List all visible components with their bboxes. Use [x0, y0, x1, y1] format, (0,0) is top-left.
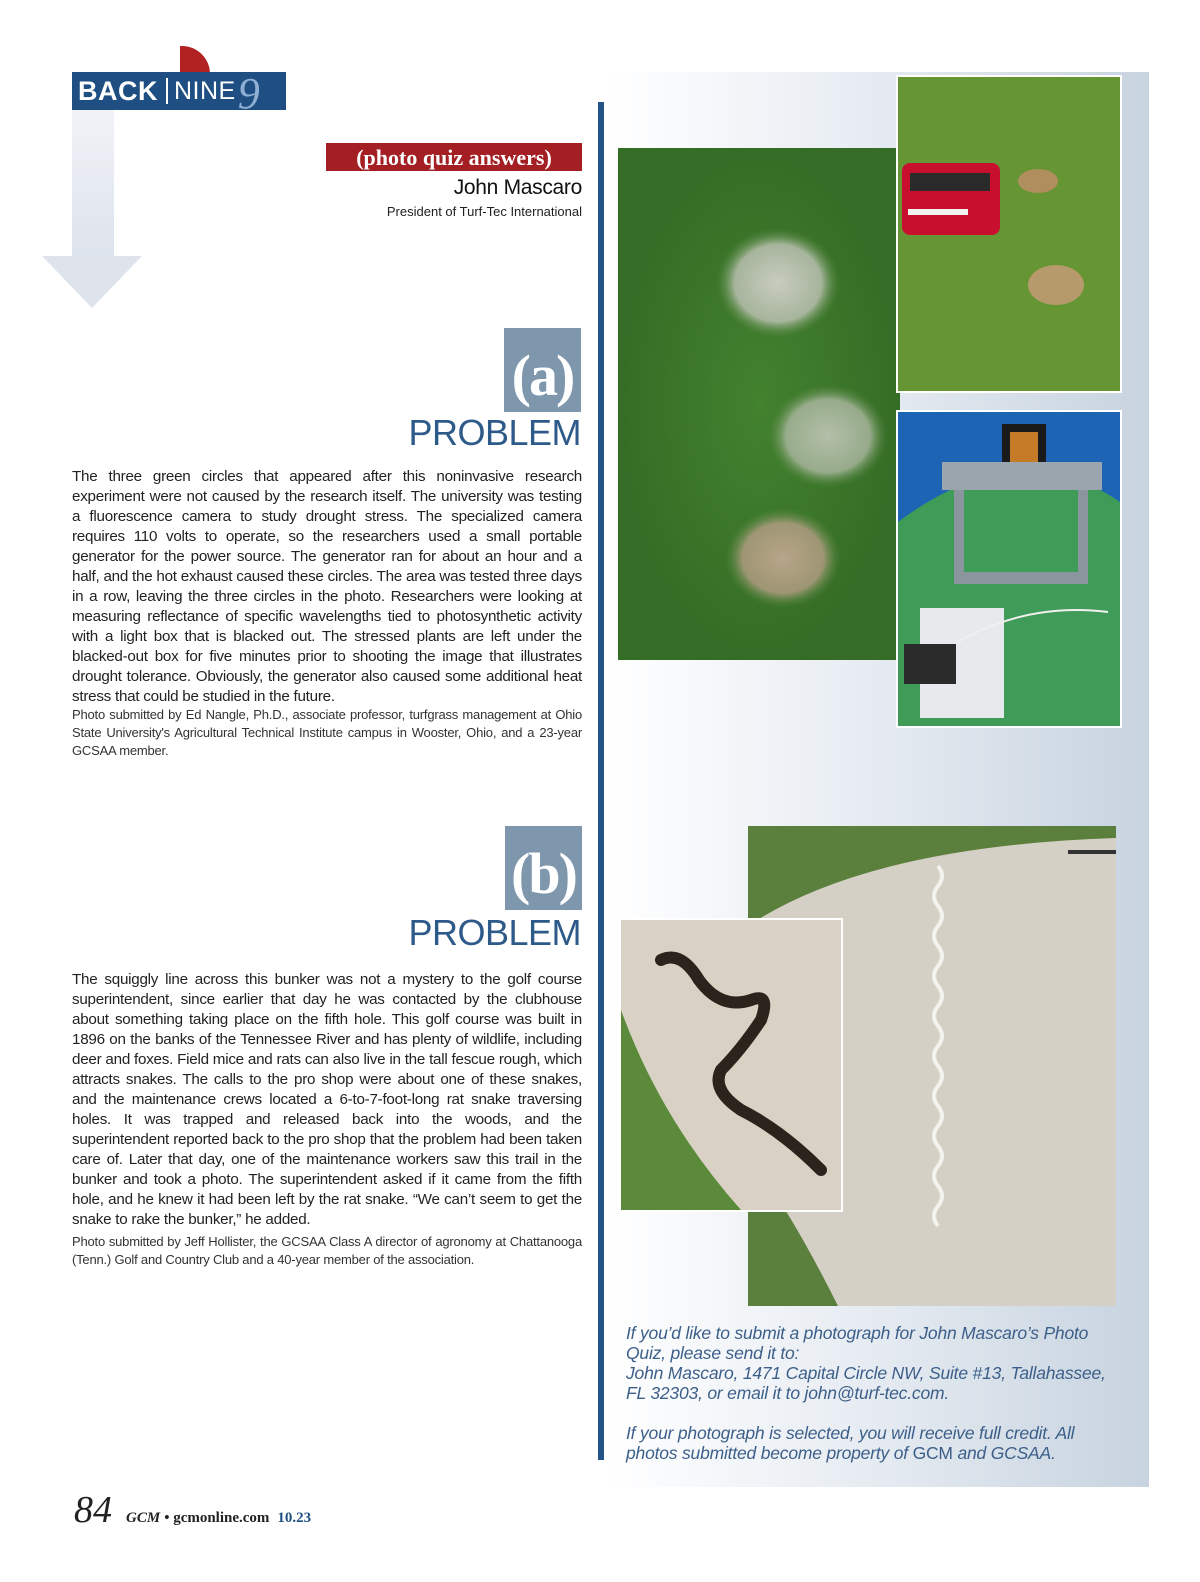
- logo-numeral: 9: [237, 72, 260, 110]
- photo-submission-info: [626, 1323, 1126, 1463]
- submission-line-credit: [626, 1423, 1126, 1463]
- author-name: John Mascaro: [453, 176, 582, 199]
- logo-nine-text: NINE: [174, 76, 236, 105]
- submission-credit-gcm: GCM: [912, 1443, 953, 1463]
- footer-issue-date: 10.23: [277, 1510, 312, 1526]
- footer-site: • gcmonline.com: [164, 1510, 270, 1526]
- submission-credit-tail: and GCSAA.: [952, 1443, 1056, 1463]
- submission-credit-text: If your photograph is selected, you will receive full credit. All photos submitted become property of: [626, 1423, 1075, 1463]
- submission-line-address: John Mascaro, 1471 Capital Circle NW, Suite #13, Tallahassee, FL 32303, or email it to john@turf-tec.com.: [626, 1363, 1106, 1403]
- submission-line-request: If you’d like to submit a photograph for John Mascaro’s Photo Quiz, please send it to:: [626, 1323, 1089, 1363]
- footer-publication: GCM: [126, 1510, 161, 1526]
- logo-divider: [166, 78, 168, 104]
- problem-b-body: The squiggly line across this bunker was not a mystery to the golf course superintendent, since earlier that day he was contacted by the clubhouse about something taking place on the fifth hole. This golf course was built in 1896 on the banks of the Tennessee River and has plenty of wildlife, including deer and foxes. Field mice and rats can also live in the tall fescue rough, which attracts snakes. The calls to the pro shop were about one of these snakes, and the maintenance crews located a 6-to-7-foot-long rat snake traversing holes. It was trapped and released back into the woods, and the superintendent reported back to the pro shop that the problem had been taken care of. Later that day, one of the maintenance workers saw this trail in the bunker and took a photo. The superintendent asked if it came from the fifth hole, and he knew it had been left by the rat snake. “We can’t seem to get the snake to rake the bunker,” he added.: [72, 971, 582, 1228]
- problem-b-heading: PROBLEM: [408, 912, 581, 953]
- turf-circles-photo: [618, 148, 900, 660]
- page-number: 84: [74, 1489, 112, 1531]
- back-nine-logo: [72, 72, 286, 110]
- camera-cart-photo: [896, 410, 1122, 728]
- logo-tab-accent: [180, 46, 210, 74]
- problem-a-body: The three green circles that appeared after this noninvasive research experiment were not caused by the research itself. The university was testing a fluorescence camera to study drought stress. The specialized camera requires 110 volts to operate, so the researchers used a small portable generator for the power source. The generator ran for about an hour and a half, and the hot exhaust caused these circles. The area was tested three days in a row, leaving the three circles in the photo. Researchers were looking at measuring reflectance of specific wavelengths tied to photosynthetic activity with a light box that is blacked out. The stressed plants are left under the blacked-out box for five minutes prior to shooting the image that illustrates drought tolerance. Obviously, the generator also caused some additional heat stress that could be studied in the future.: [72, 468, 582, 705]
- photo-quiz-answers-tag: (photo quiz answers): [326, 143, 582, 171]
- column-divider-bar: [598, 102, 604, 1460]
- problem-b-letter: (b): [505, 826, 582, 910]
- problem-a-heading: PROBLEM: [408, 412, 581, 453]
- arrow-down-decoration: [72, 110, 114, 260]
- problem-a-photo-credit: Photo submitted by Ed Nangle, Ph.D., associate professor, turfgrass management at Ohio State University's Agricultural Technical Institute campus in Wooster, Ohio, and a 23-year GCSAA member.: [72, 707, 582, 758]
- rat-snake-photo: [619, 918, 843, 1212]
- arrow-down-head: [42, 256, 142, 308]
- generator-photo: [896, 75, 1122, 393]
- author-title: President of Turf-Tec International: [386, 204, 582, 219]
- logo-back-text: BACK: [78, 75, 158, 106]
- problem-a-letter: (a): [504, 328, 581, 412]
- page-footer: [74, 1488, 311, 1532]
- problem-b-photo-credit: Photo submitted by Jeff Hollister, the GCSAA Class A director of agronomy at Chattanooga (Tenn.) Golf and Country Club and a 40-year member of the association.: [72, 1234, 582, 1267]
